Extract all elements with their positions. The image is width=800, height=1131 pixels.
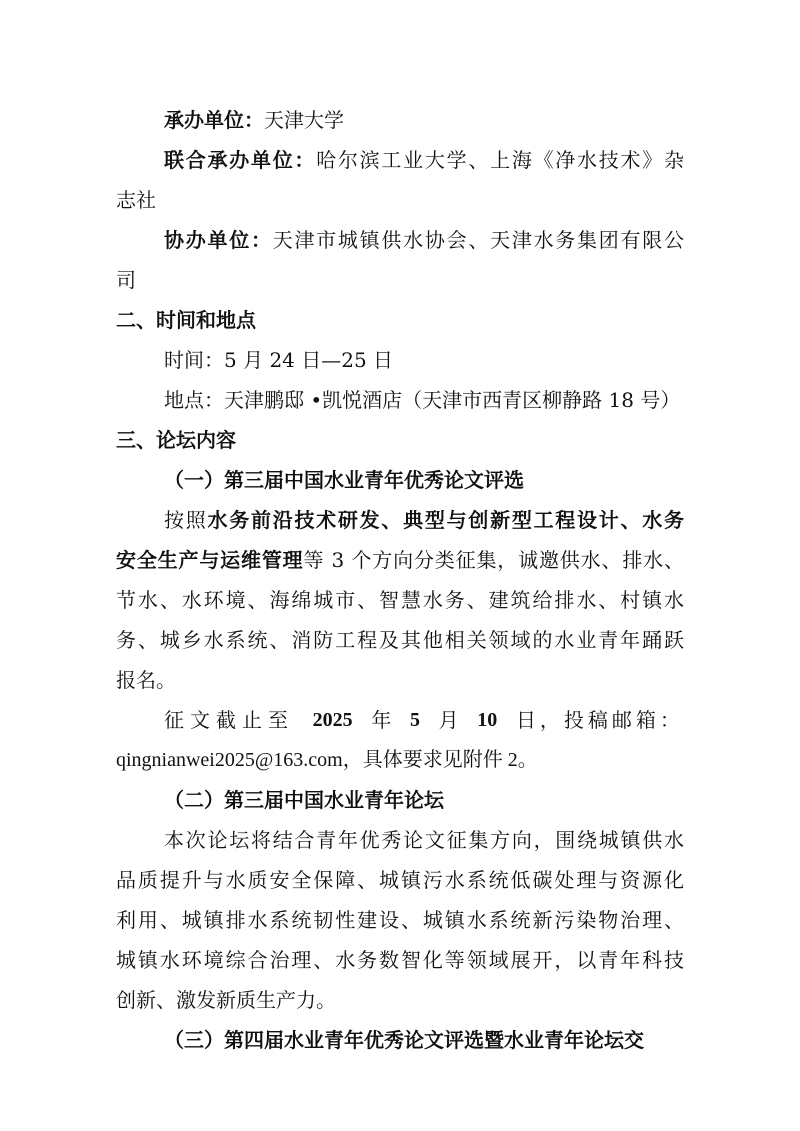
direction-highlight: 水务前沿技术研发、典型与创新型工程设计、水务 [207, 508, 685, 532]
host-unit-line [164, 106, 684, 134]
subsection-fourth-selection-title: （三）第四届水业青年优秀论文评选暨水业青年论坛交 [164, 1028, 644, 1052]
paragraph-line: 品质提升与水质安全保障、城镇污水系统低碳处理与资源化 [116, 868, 684, 892]
event-place: 地点：天津鹏邸 •凯悦酒店（天津市西青区柳静路 18 号） [164, 388, 681, 412]
assist-unit-continuation: 司 [116, 268, 136, 292]
deadline-month-unit: 月 [438, 708, 459, 732]
paragraph-line: 城镇水环境综合治理、水务数智化等领域展开，以青年科技 [116, 948, 684, 972]
paragraph-line [116, 546, 684, 574]
paragraph-line: 务、城乡水系统、消防工程及其他相关领域的水业青年踊跃 [116, 628, 684, 652]
deadline-day-unit: 日，投稿邮箱： [515, 708, 684, 732]
event-time: 时间：5 月 24 日—25 日 [164, 348, 394, 372]
paragraph-line [164, 506, 684, 534]
co-host-unit-line [164, 146, 684, 174]
host-unit-label: 承办单位： [164, 108, 264, 132]
subsection-youth-forum-title: （二）第三届中国水业青年论坛 [164, 788, 444, 812]
deadline-line [164, 706, 684, 734]
paragraph-text: 按照 [164, 508, 208, 532]
co-host-unit-label: 联合承办单位： [164, 148, 317, 172]
deadline-label: 征文截止至 [164, 708, 294, 732]
subsection-paper-selection-title: （一）第三届中国水业青年优秀论文评选 [164, 468, 524, 492]
paragraph-line: 节水、水环境、海绵城市、智慧水务、建筑给排水、村镇水 [116, 588, 684, 612]
assist-unit-value: 天津市城镇供水协会、天津水务集团有限公 [272, 228, 685, 252]
submission-email-line: qingnianwei2025@163.com，具体要求见附件 2。 [116, 749, 538, 771]
deadline-month: 5 [409, 709, 420, 731]
section-forum-content-heading: 三、论坛内容 [116, 428, 236, 452]
deadline-year-unit: 年 [371, 708, 392, 732]
paragraph-line: 利用、城镇排水系统韧性建设、城镇水系统新污染物治理、 [116, 908, 684, 932]
host-unit-value: 天津大学 [264, 108, 344, 132]
paragraph-line: 本次论坛将结合青年优秀论文征集方向，围绕城镇供水 [164, 828, 684, 852]
assist-unit-label: 协办单位： [164, 228, 273, 252]
section-time-place-heading: 二、时间和地点 [116, 308, 256, 332]
deadline-day: 10 [477, 709, 498, 731]
assist-unit-line [164, 226, 684, 254]
co-host-unit-continuation: 志社 [116, 188, 156, 212]
deadline-year: 2025 [312, 709, 353, 731]
paragraph-text: 等 3 个方向分类征集，诚邀供水、排水、 [303, 548, 684, 572]
co-host-unit-value: 哈尔滨工业大学、上海《净水技术》杂 [316, 148, 685, 172]
direction-highlight: 安全生产与运维管理 [116, 548, 304, 572]
paragraph-line: 报名。 [116, 668, 176, 692]
paragraph-line: 创新、激发新质生产力。 [116, 988, 336, 1012]
